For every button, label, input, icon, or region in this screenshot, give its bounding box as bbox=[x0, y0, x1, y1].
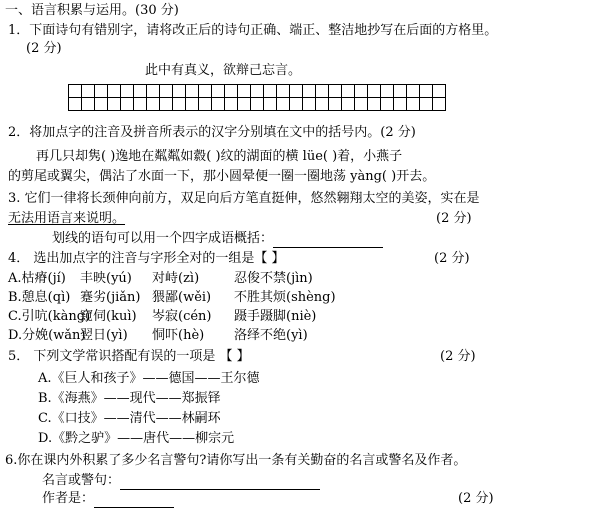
q4-option-3-d: 蹑手蹑脚(niè) bbox=[234, 309, 317, 324]
q4-option-4-b: 翌日(yì) bbox=[80, 328, 128, 343]
q4-option-1-a: A.枯瘠(jí) bbox=[8, 271, 66, 286]
grid-cell[interactable] bbox=[250, 84, 264, 98]
grid-cell[interactable] bbox=[198, 84, 212, 98]
grid-cell[interactable] bbox=[159, 84, 173, 98]
grid-cell[interactable] bbox=[107, 84, 121, 98]
grid-cell[interactable] bbox=[120, 84, 134, 98]
q6-author-label: 作者是： bbox=[42, 491, 95, 506]
grid-cell[interactable] bbox=[211, 84, 225, 98]
q4-option-4-d: 洛绎不绝(yì) bbox=[234, 328, 308, 343]
grid-cell[interactable] bbox=[81, 97, 95, 111]
q5-option: C.《口技》——清代——林嗣环 bbox=[38, 411, 221, 426]
grid-cell[interactable] bbox=[224, 97, 238, 111]
grid-cell[interactable] bbox=[354, 84, 368, 98]
grid-cell[interactable] bbox=[432, 97, 446, 111]
grid-cell[interactable] bbox=[341, 84, 355, 98]
q3-prompt: 划线的语句可以用一个四字成语概括： bbox=[52, 231, 274, 246]
grid-cell[interactable] bbox=[315, 84, 329, 98]
q4-score: (2 分) bbox=[434, 251, 470, 266]
grid-row bbox=[68, 84, 445, 97]
grid-cell[interactable] bbox=[133, 97, 147, 111]
grid-cell[interactable] bbox=[120, 97, 134, 111]
q5-text: 5． 下列文学常识搭配有误的一项是 【 】 bbox=[8, 349, 250, 364]
grid-cell[interactable] bbox=[68, 97, 82, 111]
grid-cell[interactable] bbox=[341, 97, 355, 111]
q3-line2: 无法用语言来说明。 bbox=[8, 211, 126, 226]
q6-author-blank[interactable] bbox=[94, 493, 174, 508]
q6-author-row bbox=[42, 490, 174, 508]
q1-poem: 此中有真义，欲辩己忘言。 bbox=[145, 63, 302, 78]
q4-option-1-c: 对峙(zì) bbox=[152, 271, 200, 286]
grid-cell[interactable] bbox=[198, 97, 212, 111]
grid-cell[interactable] bbox=[289, 97, 303, 111]
grid-cell[interactable] bbox=[406, 97, 420, 111]
grid-cell[interactable] bbox=[94, 97, 108, 111]
q2-text: 2．将加点字的注音及拼音所表示的汉字分别填在文中的括号内。(2 分) bbox=[8, 125, 416, 140]
q5-option: D.《黔之驴》——唐代——柳宗元 bbox=[38, 431, 235, 446]
grid-cell[interactable] bbox=[68, 84, 82, 98]
q1-text: 1．下面诗句有错别字，请将改正后的诗句正确、端正、整洁地抄写在后面的方格里。 bbox=[8, 23, 498, 38]
q1-score: (2 分) bbox=[26, 41, 62, 56]
q2-line1: 再几只却隽( )逸地在粼粼如縠( )纹的湖面的横 lüe( )着，小燕子 bbox=[36, 149, 403, 164]
grid-cell[interactable] bbox=[133, 84, 147, 98]
grid-cell[interactable] bbox=[380, 84, 394, 98]
q4-option-1-d: 忍俊不禁(jìn) bbox=[234, 271, 313, 286]
q3-answer-blank[interactable] bbox=[273, 233, 383, 248]
q4-option-4-c: 恫吓(hè) bbox=[152, 328, 205, 343]
grid-cell[interactable] bbox=[237, 97, 251, 111]
grid-cell[interactable] bbox=[263, 97, 277, 111]
q4-option-3-b: 窥伺(kuì) bbox=[80, 309, 137, 324]
grid-cell[interactable] bbox=[185, 97, 199, 111]
q6-text: 6.你在课内外积累了多少名言警句?请你写出一条有关勤奋的名言或警名及作者。 bbox=[5, 453, 467, 468]
q4-option-1-b: 丰映(yú) bbox=[80, 271, 132, 286]
grid-cell[interactable] bbox=[211, 97, 225, 111]
grid-cell[interactable] bbox=[172, 84, 186, 98]
grid-cell[interactable] bbox=[276, 97, 290, 111]
q4-option-2-b: 蹇劣(jiǎn) bbox=[80, 290, 141, 305]
grid-cell[interactable] bbox=[94, 84, 108, 98]
grid-cell[interactable] bbox=[393, 97, 407, 111]
q6-quote-row bbox=[42, 472, 320, 490]
q6-score: (2 分) bbox=[458, 491, 494, 506]
grid-cell[interactable] bbox=[406, 84, 420, 98]
grid-cell[interactable] bbox=[224, 84, 238, 98]
q4-option-3-c: 岑寂(cén) bbox=[152, 309, 212, 324]
q4-text: 4． 选出加点字的注音与字形全对的一组是【 】 bbox=[8, 251, 285, 266]
grid-cell[interactable] bbox=[276, 84, 290, 98]
answer-grid[interactable] bbox=[68, 84, 445, 110]
q5-option: B.《海燕》——现代——郑振铎 bbox=[38, 391, 221, 406]
grid-cell[interactable] bbox=[380, 97, 394, 111]
q5-score: (2 分) bbox=[440, 349, 476, 364]
grid-cell[interactable] bbox=[250, 97, 264, 111]
grid-row bbox=[68, 97, 445, 110]
q3-line3 bbox=[52, 230, 383, 248]
grid-cell[interactable] bbox=[432, 84, 446, 98]
grid-cell[interactable] bbox=[237, 84, 251, 98]
q3-score: (2 分) bbox=[436, 211, 472, 226]
grid-cell[interactable] bbox=[289, 84, 303, 98]
grid-cell[interactable] bbox=[302, 97, 316, 111]
q4-option-2-a: B.憩息(qì) bbox=[8, 290, 71, 305]
q6-quote-label: 名言或警句： bbox=[42, 473, 121, 488]
grid-cell[interactable] bbox=[81, 84, 95, 98]
q5-option: A.《巨人和孩子》——德国——王尔德 bbox=[38, 371, 260, 386]
grid-cell[interactable] bbox=[328, 84, 342, 98]
grid-cell[interactable] bbox=[146, 84, 160, 98]
q4-option-2-c: 猥鄙(wěi) bbox=[152, 290, 212, 305]
grid-cell[interactable] bbox=[419, 97, 433, 111]
q3-line1: 3. 它们一律将长颈伸向前方，双足向后方笔直挺伸，悠然翱翔太空的美姿，实在是 bbox=[8, 191, 480, 206]
grid-cell[interactable] bbox=[419, 84, 433, 98]
q6-quote-blank[interactable] bbox=[120, 475, 320, 490]
q4-option-4-a: D.分娩(wǎn) bbox=[8, 328, 86, 343]
grid-cell[interactable] bbox=[172, 97, 186, 111]
grid-cell[interactable] bbox=[159, 97, 173, 111]
grid-cell[interactable] bbox=[146, 97, 160, 111]
q2-line2: 的剪尾或翼尖，偶沾了水面一下，那小圆晕便一圈一圈地荡 yàng( )开去。 bbox=[8, 169, 436, 184]
grid-cell[interactable] bbox=[263, 84, 277, 98]
grid-cell[interactable] bbox=[367, 84, 381, 98]
grid-cell[interactable] bbox=[367, 97, 381, 111]
q4-option-3-a: C.引吭(kàng) bbox=[8, 309, 91, 324]
section-title: 一、语言积累与运用。(30 分) bbox=[5, 3, 179, 18]
grid-cell[interactable] bbox=[107, 97, 121, 111]
grid-cell[interactable] bbox=[393, 84, 407, 98]
grid-cell[interactable] bbox=[315, 97, 329, 111]
grid-cell[interactable] bbox=[185, 84, 199, 98]
grid-cell[interactable] bbox=[328, 97, 342, 111]
q4-option-2-d: 不胜其烦(shèng) bbox=[234, 290, 336, 305]
grid-cell[interactable] bbox=[302, 84, 316, 98]
grid-cell[interactable] bbox=[354, 97, 368, 111]
